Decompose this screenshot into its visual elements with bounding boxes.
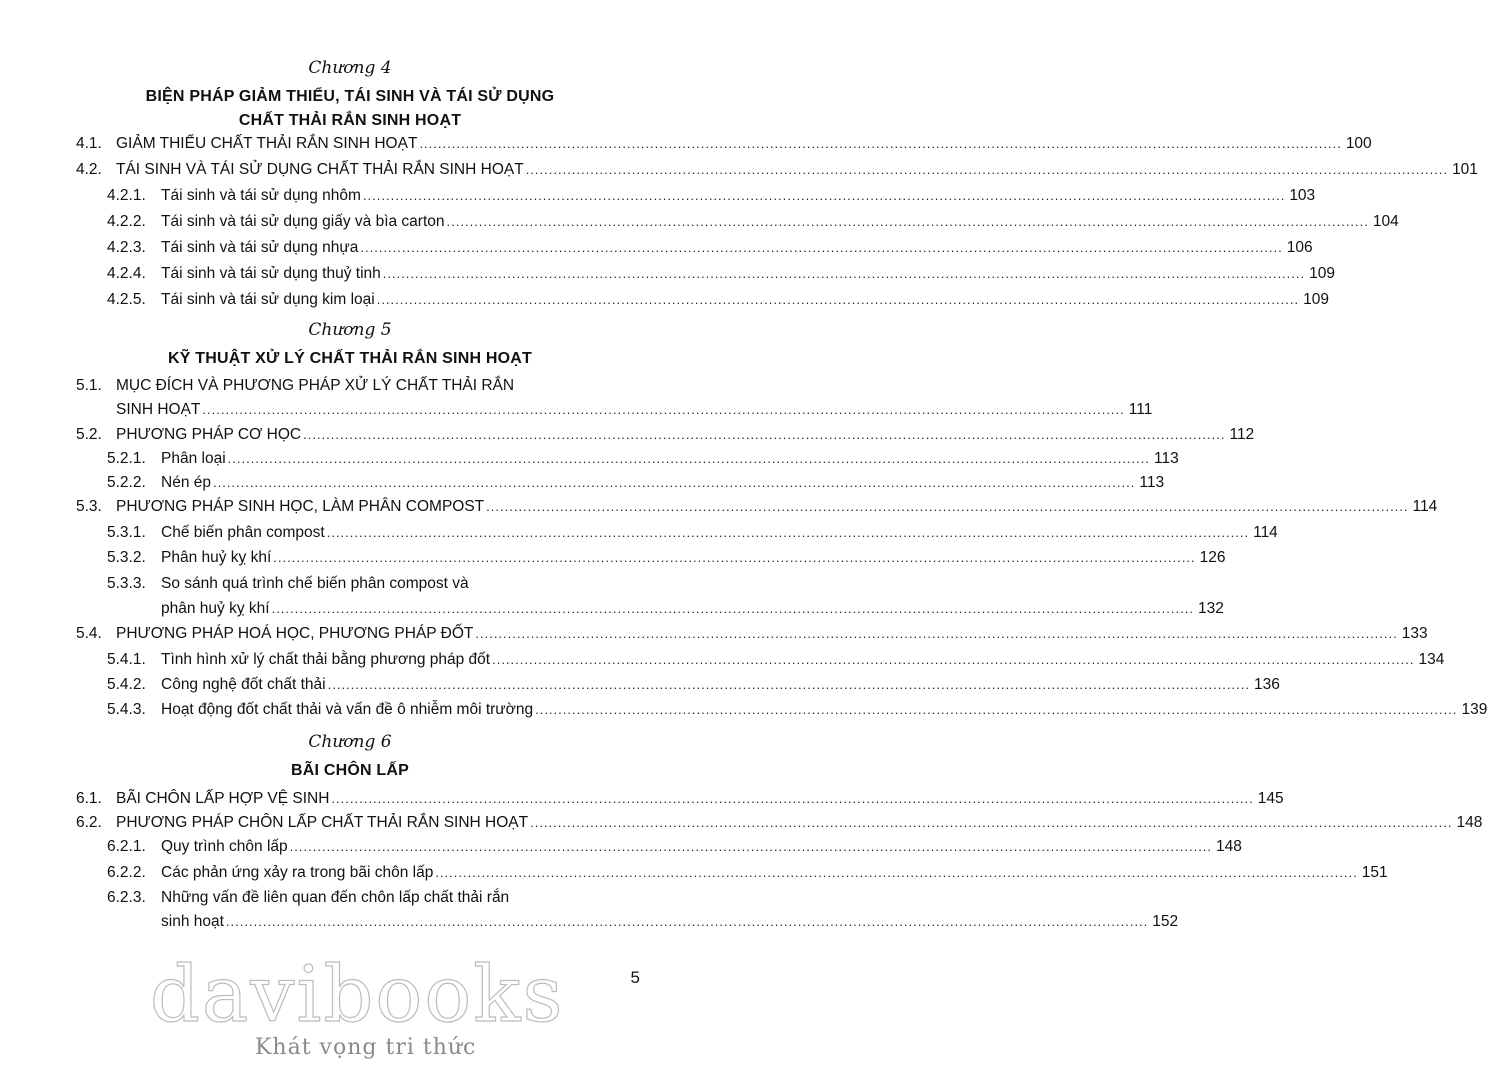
- toc-entry-6-2-2[interactable]: 6.2.2. Các phản ứng xảy ra trong bãi chôn lấp ........................................................................................................................................................................................................ 151: [107, 861, 638, 885]
- toc-page-number: 151: [1361, 864, 1388, 881]
- dot-leader: ........................................................................................................................................................................................................: [492, 652, 1415, 667]
- toc-entry-4-2-2[interactable]: 4.2.2. Tái sinh và tái sử dụng giấy và bìa carton ........................................................................................................................................................................................................ 104: [107, 210, 638, 234]
- watermark-logo: davibooks: [150, 950, 565, 1040]
- dot-leader: ........................................................................................................................................................................................................: [475, 626, 1398, 641]
- toc-page-number: 111: [1128, 401, 1153, 418]
- toc-entry-5-2-2[interactable]: 5.2.2. Nén ép ........................................................................................................................................................................................................ 113: [107, 471, 638, 495]
- dot-leader: ........................................................................................................................................................................................................: [525, 162, 1449, 177]
- toc-entry-6-1[interactable]: 6.1. BÃI CHÔN LẤP HỢP VỆ SINH ........................................................................................................................................................................................................ 145: [76, 787, 638, 811]
- toc-entry-6-2-3-continuation[interactable]: sinh hoạt ........................................................................................................................................................................................................ 152: [161, 910, 638, 934]
- dot-leader: ........................................................................................................................................................................................................: [227, 451, 1151, 466]
- dot-leader: ........................................................................................................................................................................................................: [419, 136, 1342, 151]
- toc-entry-6-2-3-first-line[interactable]: 6.2.3. Những vấn đề liên quan đến chôn lấp chất thải rắn: [107, 889, 510, 906]
- dot-leader: ........................................................................................................................................................................................................: [303, 427, 1226, 442]
- dot-leader: ........................................................................................................................................................................................................: [331, 791, 1254, 806]
- dot-leader: ........................................................................................................................................................................................................: [446, 214, 1369, 229]
- dot-leader: ........................................................................................................................................................................................................: [435, 865, 1358, 880]
- toc-entry-5-4-3[interactable]: 5.4.3. Hoạt động đốt chất thải và vấn đề ô nhiễm môi trường ........................................................................................................................................................................................................ 139: [107, 698, 638, 722]
- toc-page-number: 152: [1152, 913, 1179, 930]
- watermark-slogan: Khát vọng tri thức: [255, 1035, 477, 1060]
- toc-entry-6-2-1[interactable]: 6.2.1. Quy trình chôn lấp ........................................................................................................................................................................................................ 148: [107, 835, 638, 859]
- toc-page-number: 109: [1309, 265, 1335, 282]
- toc-page-number: 136: [1253, 676, 1280, 693]
- toc-entry-4-2-4[interactable]: 4.2.4. Tái sinh và tái sử dụng thuỷ tinh ........................................................................................................................................................................................................ 109: [107, 262, 638, 286]
- toc-page-number: 104: [1372, 213, 1399, 230]
- chapter-6-title: BÃI CHÔN LẤP: [291, 762, 409, 779]
- chapter-5-label: Chương 5: [308, 320, 392, 340]
- dot-leader: ........................................................................................................................................................................................................: [535, 702, 1458, 717]
- toc-page-number: 100: [1345, 135, 1372, 152]
- toc-entry-5-1-first-line[interactable]: 5.1. MỤC ĐÍCH VÀ PHƯƠNG PHÁP XỬ LÝ CHẤT THẢI RẮN: [76, 377, 515, 394]
- toc-entry-5-3-2[interactable]: 5.3.2. Phân huỷ kỵ khí ........................................................................................................................................................................................................ 126: [107, 546, 638, 570]
- dot-leader: ........................................................................................................................................................................................................: [326, 525, 1250, 540]
- toc-entry-5-3[interactable]: 5.3. PHƯƠNG PHÁP SINH HỌC, LÀM PHÂN COMPOST ........................................................................................................................................................................................................ 114: [76, 495, 638, 519]
- toc-page-number: 113: [1154, 450, 1179, 467]
- toc-entry-5-3-3-first-line[interactable]: 5.3.3. So sánh quá trình chế biến phân compost và: [107, 575, 469, 592]
- toc-page-number: 114: [1412, 498, 1438, 515]
- page-number: 5: [630, 968, 640, 987]
- toc-page-number: 139: [1461, 701, 1487, 718]
- chapter-5-title: KỸ THUẬT XỬ LÝ CHẤT THẢI RẮN SINH HOẠT: [168, 350, 532, 367]
- toc-page-number: 126: [1199, 549, 1226, 566]
- toc-page-number: 148: [1216, 838, 1242, 855]
- toc-entry-4-2-5[interactable]: 4.2.5. Tái sinh và tái sử dụng kim loại ........................................................................................................................................................................................................ 109: [107, 288, 638, 312]
- toc-entry-4-2-3[interactable]: 4.2.3. Tái sinh và tái sử dụng nhựa ........................................................................................................................................................................................................ 106: [107, 236, 638, 260]
- toc-page-number: 106: [1286, 239, 1313, 256]
- dot-leader: ........................................................................................................................................................................................................: [376, 292, 1300, 307]
- dot-leader: ........................................................................................................................................................................................................: [271, 601, 1194, 616]
- dot-leader: ........................................................................................................................................................................................................: [530, 815, 1453, 830]
- toc-entry-5-4-2[interactable]: 5.4.2. Công nghệ đốt chất thải ........................................................................................................................................................................................................ 136: [107, 673, 638, 697]
- chapter-4-label: Chương 4: [308, 58, 392, 78]
- chapter-4-title-line-1: BIỆN PHÁP GIẢM THIỂU, TÁI SINH VÀ TÁI SỬ DỤNG: [145, 88, 555, 105]
- dot-leader: ........................................................................................................................................................................................................: [327, 677, 1250, 692]
- toc-page-number: 133: [1401, 625, 1428, 642]
- toc-page-number: 109: [1303, 291, 1329, 308]
- dot-leader: ........................................................................................................................................................................................................: [382, 266, 1306, 281]
- toc-page-number: 101: [1452, 161, 1478, 178]
- toc-page-number: 148: [1456, 814, 1483, 831]
- toc-page-number: 114: [1253, 524, 1278, 541]
- toc-entry-6-2[interactable]: 6.2. PHƯƠNG PHÁP CHÔN LẤP CHẤT THẢI RẮN SINH HOẠT ........................................................................................................................................................................................................ 148: [76, 811, 638, 835]
- chapter-4-title-line-2: CHẤT THẢI RẮN SINH HOẠT: [238, 112, 462, 129]
- dot-leader: ........................................................................................................................................................................................................: [225, 914, 1149, 929]
- dot-leader: ........................................................................................................................................................................................................: [486, 499, 1409, 514]
- toc-entry-5-3-1[interactable]: 5.3.1. Chế biến phân compost ........................................................................................................................................................................................................ 114: [107, 521, 638, 545]
- toc-entry-5-2[interactable]: 5.2. PHƯƠNG PHÁP CƠ HỌC ........................................................................................................................................................................................................ 112: [76, 423, 638, 447]
- toc-entry-5-3-3-continuation[interactable]: phân huỷ kỵ khí ........................................................................................................................................................................................................ 132: [161, 597, 638, 621]
- toc-page-number: 134: [1418, 651, 1445, 668]
- dot-leader: ........................................................................................................................................................................................................: [202, 402, 1125, 417]
- toc-entry-5-4-1[interactable]: 5.4.1. Tình hình xử lý chất thải bằng phương pháp đốt ........................................................................................................................................................................................................ 134: [107, 648, 638, 672]
- toc-page-number: 145: [1257, 790, 1284, 807]
- toc-entry-5-4[interactable]: 5.4. PHƯƠNG PHÁP HOÁ HỌC, PHƯƠNG PHÁP ĐỐT ........................................................................................................................................................................................................ 133: [76, 622, 638, 646]
- dot-leader: ........................................................................................................................................................................................................: [360, 240, 1283, 255]
- toc-entry-4-1[interactable]: 4.1. GIẢM THIỂU CHẤT THẢI RẮN SINH HOẠT ........................................................................................................................................................................................................ 100: [76, 132, 638, 156]
- toc-page-number: 132: [1197, 600, 1224, 617]
- dot-leader: ........................................................................................................................................................................................................: [289, 839, 1213, 854]
- dot-leader: ........................................................................................................................................................................................................: [362, 188, 1286, 203]
- toc-entry-5-2-1[interactable]: 5.2.1. Phân loại ........................................................................................................................................................................................................ 113: [107, 447, 638, 471]
- dot-leader: ........................................................................................................................................................................................................: [273, 550, 1196, 565]
- toc-entry-4-2[interactable]: 4.2. TÁI SINH VÀ TÁI SỬ DỤNG CHẤT THẢI RẮN SINH HOẠT ........................................................................................................................................................................................................ 101: [76, 158, 638, 182]
- chapter-6-label: Chương 6: [308, 732, 392, 752]
- toc-entry-4-2-1[interactable]: 4.2.1. Tái sinh và tái sử dụng nhôm ........................................................................................................................................................................................................ 103: [107, 184, 638, 208]
- dot-leader: ........................................................................................................................................................................................................: [212, 475, 1136, 490]
- toc-page-number: 113: [1139, 474, 1165, 491]
- toc-entry-5-1-continuation[interactable]: SINH HOẠT ........................................................................................................................................................................................................ 111: [116, 398, 638, 422]
- toc-page-number: 103: [1289, 187, 1316, 204]
- toc-page-number: 112: [1229, 426, 1255, 443]
